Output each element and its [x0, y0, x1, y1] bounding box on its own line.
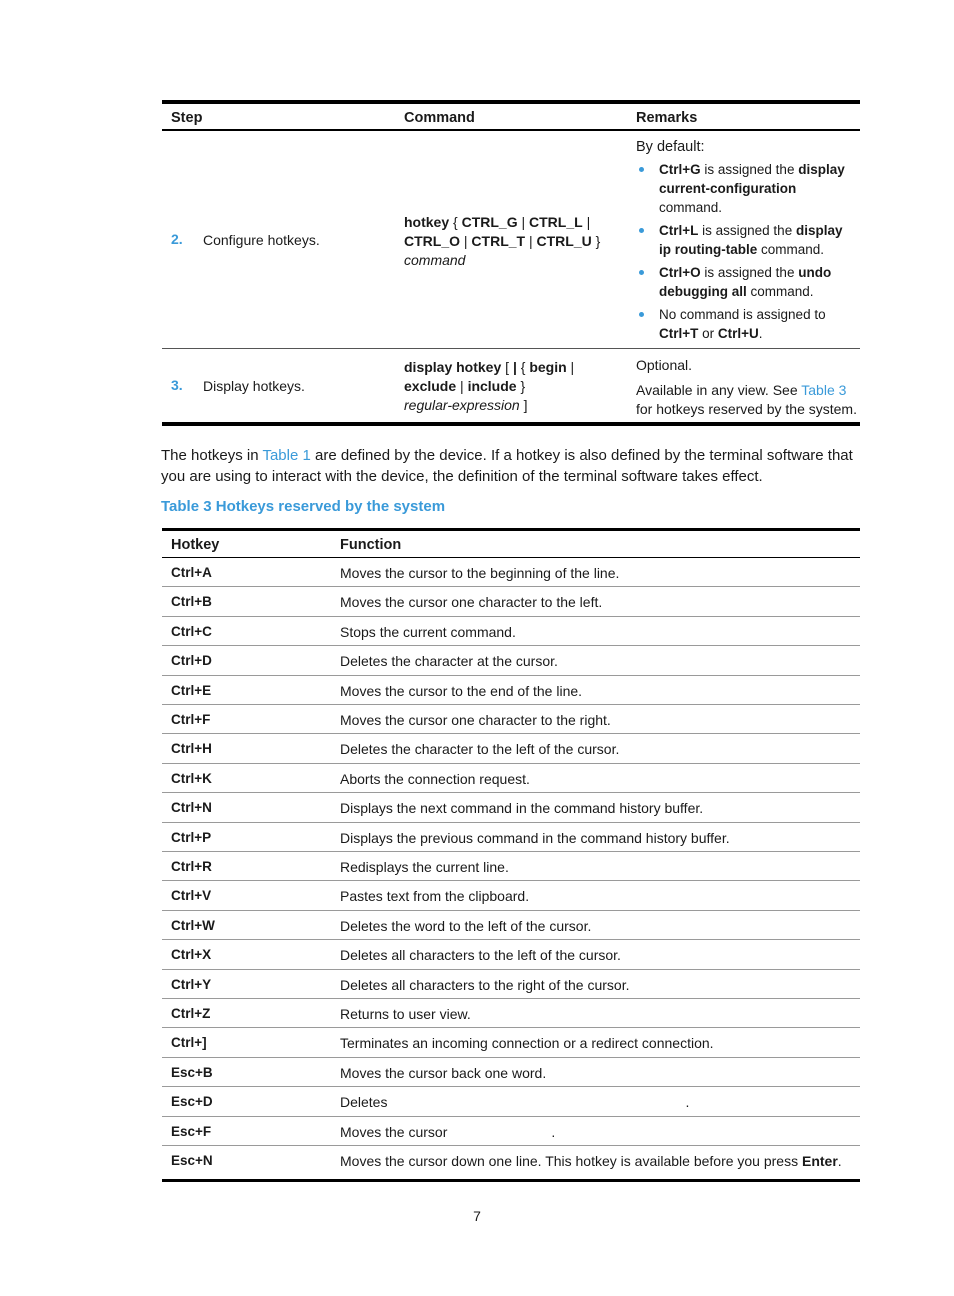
function-cell: Moves the cursor back one word.: [340, 1064, 547, 1081]
remarks-reference: Available in any view. See Table 3 for hotkeys reserved by the system.: [636, 382, 857, 417]
column-header-command: Command: [404, 110, 475, 126]
column-header-step: Step: [171, 110, 203, 126]
function-cell: Deletes all characters to the left of the cursor.: [340, 947, 621, 964]
table-row: [162, 1117, 860, 1146]
hotkey-cell: Ctrl+N: [171, 800, 212, 816]
hotkey-cell: Ctrl+F: [171, 712, 211, 727]
table-row: [162, 1087, 860, 1116]
header-rule: [162, 129, 860, 131]
table-row: [162, 646, 860, 675]
list-item: No command is assigned to Ctrl+T or Ctrl+U.: [636, 305, 858, 343]
hotkey-cell: Ctrl+D: [171, 653, 212, 669]
function-cell: Moves the cursor .: [340, 1123, 556, 1140]
step-description: Display hotkeys.: [203, 378, 305, 394]
function-cell: Deletes the character at the cursor.: [340, 653, 558, 670]
hotkey-cell: Ctrl+A: [171, 565, 212, 580]
row-divider: [162, 348, 860, 349]
table-top-rule: [162, 528, 860, 531]
function-cell: Returns to user view.: [340, 1006, 471, 1022]
hotkey-cell: Ctrl+B: [171, 594, 212, 610]
table-row: [162, 705, 860, 734]
table-row: [162, 558, 860, 587]
table-row: [162, 940, 860, 969]
hotkey-cell: Esc+N: [171, 1153, 213, 1168]
table-row: [162, 764, 860, 793]
function-cell: Moves the cursor to the beginning of the line.: [340, 565, 620, 581]
remarks-optional: Optional.: [636, 357, 693, 373]
table-row: [162, 881, 860, 910]
table-row: [162, 1146, 860, 1175]
column-header-remarks: Remarks: [636, 110, 698, 126]
hotkey-cell: Esc+D: [171, 1094, 213, 1110]
table-bottom-rule: [162, 1179, 860, 1182]
function-cell: Deletes all characters to the right of the cursor.: [340, 976, 630, 993]
table-row: [162, 823, 860, 852]
function-cell: Deletes .: [340, 1094, 690, 1111]
function-cell: Stops the current command.: [340, 623, 516, 640]
table-row: [162, 999, 860, 1028]
function-cell: Redisplays the current line.: [340, 859, 509, 875]
table-1-link[interactable]: Table 1: [262, 447, 311, 464]
hotkey-cell: Ctrl+K: [171, 770, 212, 786]
function-cell: Pastes text from the clipboard.: [340, 888, 530, 905]
hotkey-cell: Ctrl+P: [171, 829, 212, 845]
table-row: [162, 1058, 860, 1087]
hotkey-cell: Ctrl+C: [171, 623, 212, 639]
remarks-intro: By default:: [636, 139, 705, 155]
list-item: Ctrl+G is assigned the display current-configuration command.: [636, 160, 858, 217]
table-row: [162, 617, 860, 646]
hotkey-cell: Esc+B: [171, 1064, 213, 1080]
table-row: [162, 676, 860, 705]
command-syntax: display hotkey [ | { begin | exclude | include } regular-expression ]: [404, 359, 575, 413]
table-caption: Table 3 Hotkeys reserved by the system: [161, 498, 446, 515]
function-cell: Moves the cursor one character to the right.: [340, 712, 611, 728]
function-cell: Deletes the character to the left of the cursor.: [340, 741, 620, 758]
list-item: Ctrl+O is assigned the undo debugging all command.: [636, 263, 858, 301]
hotkey-cell: Ctrl+H: [171, 741, 212, 757]
table-row: [162, 970, 860, 999]
function-cell: Terminates an incoming connection or a redirect connection.: [340, 1035, 714, 1052]
function-cell: Moves the cursor down one line. This hotkey is available before you press Enter.: [340, 1153, 842, 1169]
hotkey-cell: Ctrl+]: [171, 1035, 207, 1051]
function-cell: Moves the cursor to the end of the line.: [340, 682, 583, 699]
hotkey-cell: Ctrl+X: [171, 947, 212, 963]
function-cell: Deletes the word to the left of the cursor.: [340, 917, 592, 934]
function-cell: Moves the cursor one character to the left.: [340, 594, 603, 611]
hotkey-cell: Ctrl+W: [171, 917, 215, 933]
hotkey-cell: Ctrl+Z: [171, 1006, 211, 1021]
command-syntax: hotkey { CTRL_G | CTRL_L | CTRL_O | CTRL_T | CTRL_U } command: [404, 214, 601, 268]
hotkey-cell: Ctrl+E: [171, 682, 212, 698]
list-item: Ctrl+L is assigned the display ip routing-table command.: [636, 221, 858, 259]
hotkey-cell: Ctrl+R: [171, 859, 212, 874]
table-bottom-rule: [162, 422, 860, 426]
column-header-function: Function: [340, 537, 402, 553]
step-number: 3.: [171, 377, 183, 393]
function-cell: Aborts the connection request.: [340, 770, 530, 787]
table-top-rule: [162, 100, 860, 104]
body-paragraph: The hotkeys in Table 1 are defined by the device. If a hotkey is also defined by the terminal software that you are using to interact with the device, the definition of the terminal software takes effect.: [161, 447, 853, 485]
hotkey-cell: Ctrl+V: [171, 888, 212, 904]
hotkey-table: [162, 528, 860, 1182]
hotkey-cell: Ctrl+Y: [171, 976, 212, 992]
step-number: 2.: [171, 231, 183, 247]
table-3-link[interactable]: Table 3: [801, 382, 847, 398]
column-header-hotkey: Hotkey: [171, 537, 220, 553]
table-row: [162, 911, 860, 940]
table-row: [162, 587, 860, 616]
table-row: [162, 734, 860, 763]
remarks-list: [636, 160, 858, 347]
hotkey-cell: Esc+F: [171, 1123, 212, 1139]
function-cell: Displays the next command in the command history buffer.: [340, 800, 704, 817]
step-description: Configure hotkeys.: [203, 232, 320, 248]
page-number: 7: [473, 1208, 481, 1224]
table-row: [162, 793, 860, 822]
step-table: [162, 100, 860, 426]
table-row: [162, 852, 860, 881]
table-row: [162, 1028, 860, 1057]
function-cell: Displays the previous command in the command history buffer.: [340, 829, 730, 846]
